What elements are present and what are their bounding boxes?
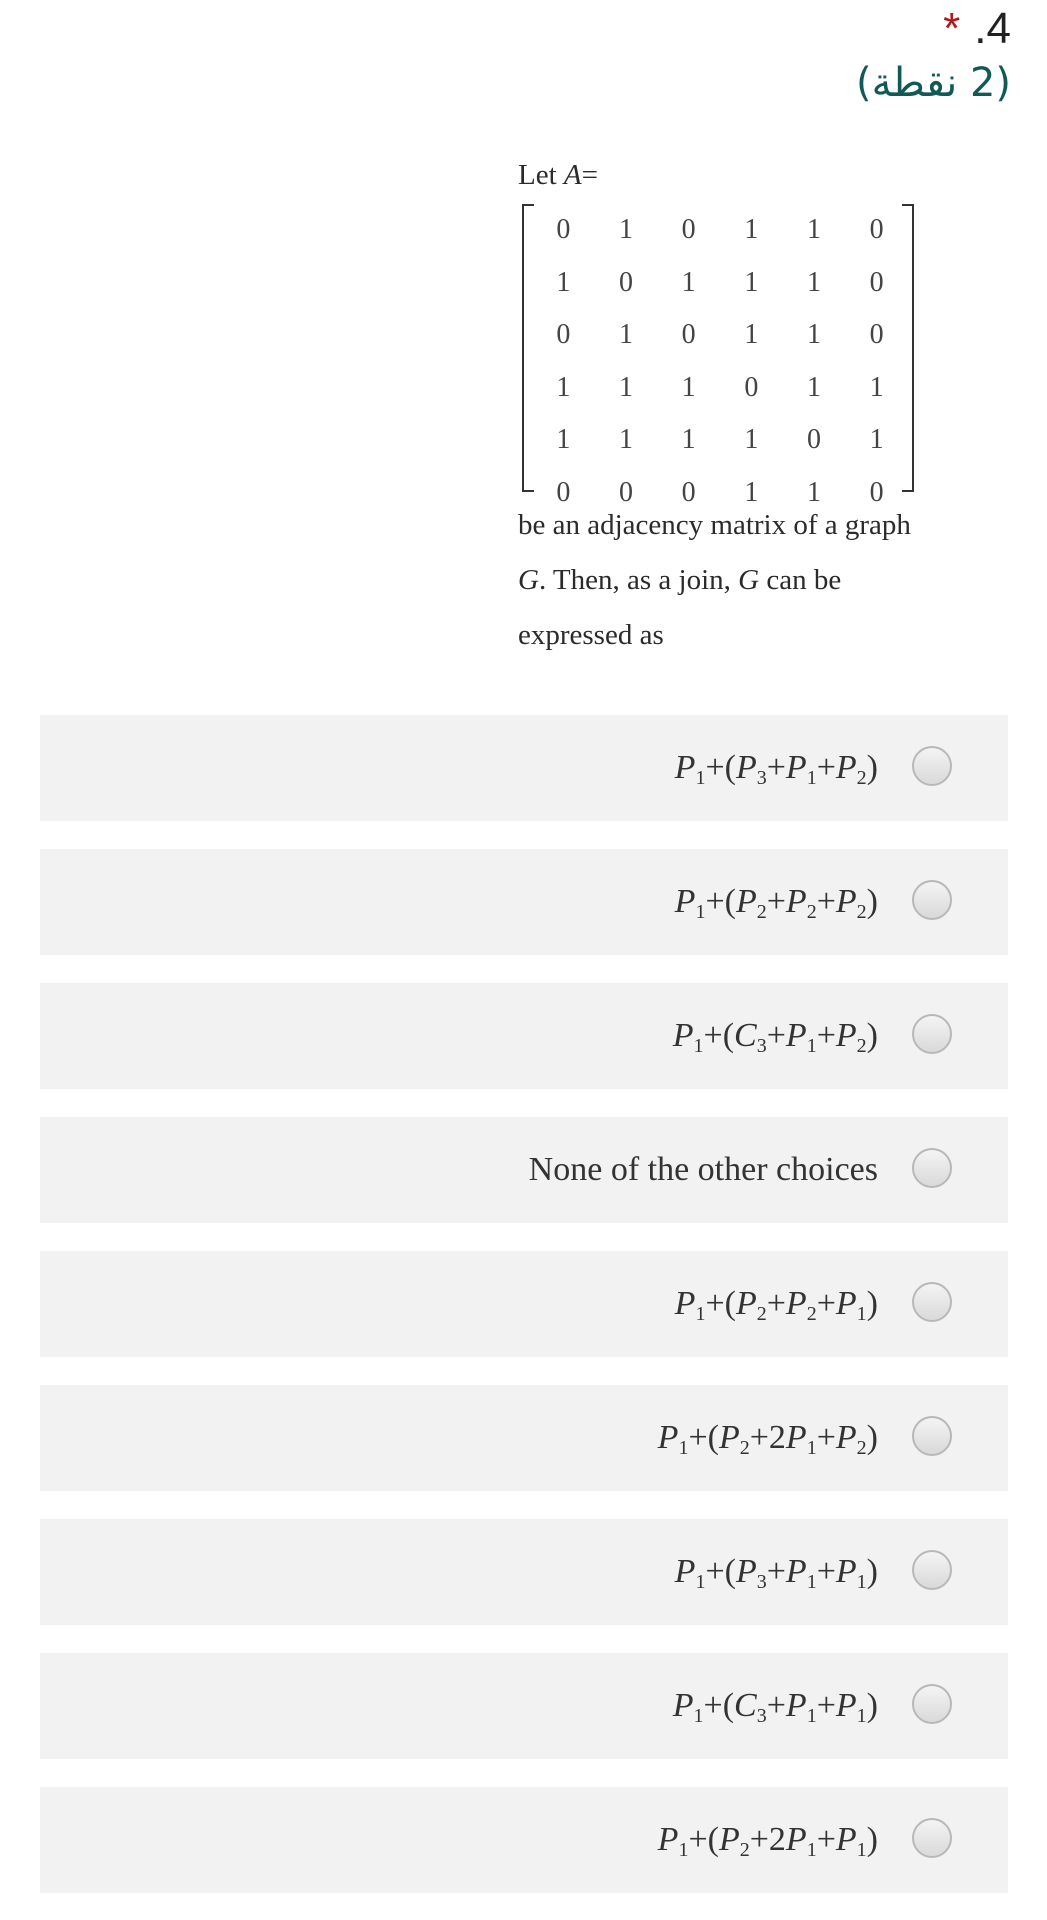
radio-button[interactable]: [912, 1818, 952, 1858]
answer-option[interactable]: [40, 1385, 1008, 1491]
prompt-line-1: be an adjacency matrix of a graph: [518, 509, 911, 541]
matrix-cell: 1: [869, 371, 884, 403]
answer-option[interactable]: [40, 715, 1008, 821]
answer-option-label: $P_1+(P_2+2P_1+P_2)$: [657, 1419, 878, 1459]
radio-button[interactable]: [912, 1148, 952, 1188]
matrix-cell: 1: [681, 371, 696, 403]
question-number: [943, 4, 1011, 54]
matrix-cell: 0: [556, 214, 571, 245]
matrix-cell: 0: [869, 266, 884, 298]
matrix-cell: 1: [681, 266, 696, 298]
matrix-cell: 0: [618, 476, 633, 508]
matrix-cell: 0: [681, 476, 696, 508]
matrix-cell: 1: [556, 371, 571, 403]
matrix-cell: 1: [806, 266, 821, 298]
matrix-cell: 1: [806, 371, 821, 403]
matrix-cell: 0: [556, 476, 571, 508]
matrix-cell: 1: [806, 319, 821, 351]
matrix-cell: 1: [618, 424, 633, 456]
answer-option-label: $P_1+(P_2+P_2+P_2)$: [674, 883, 878, 923]
matrix-cell: 1: [744, 266, 759, 298]
radio-button[interactable]: [912, 1282, 952, 1322]
answer-option[interactable]: [40, 1117, 1008, 1223]
matrix-cell: 0: [556, 319, 571, 351]
matrix-cell: 0: [806, 424, 821, 456]
graph-var: G: [518, 564, 539, 596]
answer-option[interactable]: [40, 1251, 1008, 1357]
matrix-cell: 0: [869, 319, 884, 351]
radio-button[interactable]: [912, 1684, 952, 1724]
matrix-cell: 1: [744, 476, 759, 508]
matrix-cell: 0: [681, 319, 696, 351]
required-asterisk: *: [943, 4, 961, 53]
matrix-cell: 1: [744, 319, 759, 351]
prompt-line-2-mid: . Then, as a join,: [538, 564, 739, 596]
radio-button[interactable]: [912, 1550, 952, 1590]
prompt-let-line: [518, 150, 998, 200]
answer-option[interactable]: [40, 1519, 1008, 1625]
matrix-cell: 1: [806, 476, 821, 508]
radio-button[interactable]: [912, 1014, 952, 1054]
matrix-cell: 1: [618, 319, 633, 351]
matrix-cell: 0: [744, 371, 759, 403]
prompt-line-2: [518, 553, 998, 608]
matrix-cell: 0: [681, 214, 696, 245]
matrix-cell: 1: [556, 424, 571, 456]
prompt-line-3: expressed as: [518, 619, 664, 651]
matrix-cell: 1: [681, 424, 696, 456]
matrix-cell: 1: [869, 424, 884, 456]
answer-option-label: $P_1+(C_3+P_1+P_2)$: [672, 1017, 878, 1057]
question-prompt: [518, 150, 998, 663]
matrix-cell: 0: [618, 266, 633, 298]
question-number-text: .4: [974, 4, 1011, 53]
radio-button[interactable]: [912, 880, 952, 920]
adjacency-matrix: [518, 200, 920, 508]
answer-option[interactable]: [40, 983, 1008, 1089]
answer-option-label: $P_1+(P_3+P_1+P_2)$: [674, 749, 878, 789]
radio-button[interactable]: [912, 1416, 952, 1456]
matrix-variable: A: [563, 159, 582, 191]
graph-var-2: G: [738, 564, 760, 596]
let-text: Let: [518, 159, 557, 191]
matrix-cell: 1: [806, 214, 821, 245]
prompt-line-2-end: can be: [759, 564, 842, 596]
answer-option-label: $P_1+(P_2+P_2+P_1)$: [674, 1285, 878, 1325]
matrix-cell: 1: [744, 214, 759, 245]
matrix-grid: [532, 204, 908, 520]
answer-option-label: $P_1+(P_3+P_1+P_1)$: [674, 1553, 878, 1593]
equals-sign: =: [581, 159, 598, 191]
matrix-cell: 1: [618, 371, 633, 403]
answer-option-label: None of the other choices: [528, 1151, 878, 1188]
answer-option-label: $P_1+(C_3+P_1+P_1)$: [672, 1687, 878, 1727]
radio-button[interactable]: [912, 746, 952, 786]
answer-option[interactable]: [40, 1653, 1008, 1759]
matrix-cell: 0: [869, 476, 884, 508]
question-points: (2 نقطة): [855, 60, 1011, 106]
answer-option[interactable]: [40, 1787, 1008, 1893]
matrix-cell: 1: [744, 424, 759, 456]
matrix-cell: 1: [556, 266, 571, 298]
prompt-text: [518, 498, 998, 663]
matrix-cell: 0: [869, 214, 884, 245]
matrix-cell: 1: [618, 214, 633, 245]
answer-option[interactable]: [40, 849, 1008, 955]
answer-option-label: $P_1+(P_2+2P_1+P_1)$: [657, 1821, 878, 1861]
